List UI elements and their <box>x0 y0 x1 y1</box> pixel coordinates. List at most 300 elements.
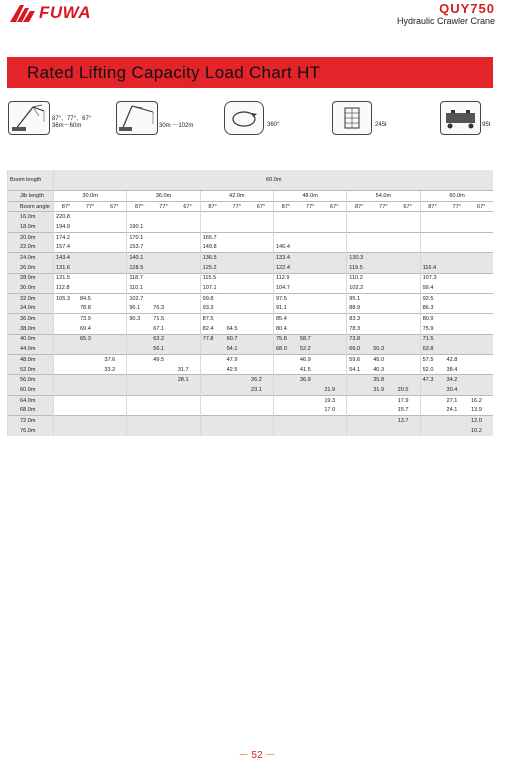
load-chart-table <box>7 170 493 436</box>
capacity-cell: 88.9 <box>347 304 371 314</box>
capacity-cell <box>396 334 420 344</box>
capacity-cell <box>469 263 494 273</box>
capacity-cell <box>127 365 151 375</box>
capacity-cell: 78.8 <box>79 305 91 312</box>
capacity-cell: 121.5 <box>54 273 78 283</box>
capacity-cell: 59.6 <box>347 355 371 365</box>
capacity-cell <box>420 242 444 252</box>
capacity-cell <box>249 304 273 314</box>
capacity-cell: 130.3 <box>347 253 371 263</box>
capacity-cell: 143.4 <box>54 253 78 263</box>
capacity-cell <box>225 395 249 405</box>
capacity-cell: 13.7 <box>396 416 420 426</box>
capacity-cell: 21.9 <box>322 385 346 395</box>
capacity-cell <box>78 375 102 385</box>
capacity-cell <box>273 355 297 365</box>
capacity-cell <box>225 304 249 314</box>
capacity-cell <box>78 273 102 283</box>
capacity-cell <box>371 324 395 334</box>
boom-angle-label: Boom angle <box>8 201 54 212</box>
capacity-cell <box>445 222 469 232</box>
capacity-cell: 41.5 <box>299 366 311 373</box>
capacity-cell <box>200 344 224 354</box>
capacity-cell <box>200 426 224 436</box>
capacity-cell <box>200 395 224 405</box>
capacity-cell <box>445 314 469 324</box>
capacity-cell <box>469 375 494 385</box>
capacity-cell <box>102 242 126 252</box>
capacity-cell: 131.6 <box>54 263 78 273</box>
capacity-cell: 52.0 <box>420 365 444 375</box>
capacity-cell <box>54 304 78 314</box>
capacity-cell: 31.7 <box>177 366 189 373</box>
capacity-cell <box>78 253 102 263</box>
capacity-cell <box>176 344 200 354</box>
capacity-cell <box>420 222 444 232</box>
capacity-cell <box>78 365 102 375</box>
capacity-cell <box>420 395 444 405</box>
capacity-cell <box>151 232 175 242</box>
table-row <box>8 212 494 222</box>
capacity-cell: 112.8 <box>54 283 78 293</box>
capacity-cell <box>322 242 346 252</box>
capacity-cell: 63.2 <box>151 334 175 344</box>
capacity-cell <box>396 324 420 334</box>
capacity-cell: 12.0 <box>469 416 494 426</box>
capacity-cell <box>151 273 175 283</box>
crane-jib-angle-icon <box>8 101 50 135</box>
capacity-cell <box>176 304 200 314</box>
capacity-cell <box>322 324 346 334</box>
capacity-cell <box>78 344 102 354</box>
capacity-cell <box>151 293 175 303</box>
capacity-cell <box>127 426 151 436</box>
capacity-cell <box>322 212 346 222</box>
capacity-cell <box>54 375 78 385</box>
capacity-cell: 146.4 <box>273 242 297 252</box>
capacity-cell <box>322 232 346 242</box>
radius-label: 52.0m <box>8 365 54 375</box>
capacity-cell: 95.1 <box>347 293 371 303</box>
boom-angle-header: 87° <box>420 201 444 212</box>
capacity-cell <box>396 232 420 242</box>
table-row <box>8 385 494 395</box>
capacity-cell <box>78 385 102 395</box>
jib-length-header: 54.0m <box>347 191 420 202</box>
table-row <box>8 334 494 344</box>
capacity-cell: 15.7 <box>397 407 409 414</box>
capacity-cell <box>225 273 249 283</box>
capacity-cell <box>225 314 249 324</box>
capacity-cell <box>176 334 200 344</box>
capacity-cell <box>102 405 126 415</box>
capacity-cell <box>445 242 469 252</box>
capacity-cell <box>151 426 175 436</box>
capacity-cell: 80.9 <box>420 314 444 324</box>
capacity-cell <box>151 242 175 252</box>
capacity-cell <box>445 253 469 263</box>
capacity-cell <box>176 283 200 293</box>
capacity-cell <box>273 365 297 375</box>
capacity-cell <box>78 355 102 365</box>
capacity-cell <box>298 416 322 426</box>
capacity-cell <box>420 232 444 242</box>
capacity-cell: 16.2 <box>469 395 494 405</box>
radius-label: 32.0m <box>8 293 54 303</box>
capacity-cell <box>78 416 102 426</box>
capacity-cell <box>200 212 224 222</box>
capacity-cell: 56.1 <box>151 344 175 354</box>
table-row <box>8 304 494 314</box>
capacity-cell <box>347 385 371 395</box>
capacity-cell <box>298 426 322 436</box>
capacity-cell: 31.9 <box>371 385 395 395</box>
capacity-cell <box>127 375 151 385</box>
capacity-cell <box>102 416 126 426</box>
capacity-cell <box>371 314 395 324</box>
boom-angle-header: 67° <box>396 201 420 212</box>
capacity-cell: 66.0 <box>347 344 371 354</box>
capacity-cell <box>322 416 346 426</box>
capacity-cell <box>225 263 249 273</box>
capacity-cell <box>102 253 126 263</box>
boom-length-label: Boom length <box>8 170 54 191</box>
capacity-cell <box>469 283 494 293</box>
capacity-cell <box>249 263 273 273</box>
capacity-cell <box>225 242 249 252</box>
table-row <box>8 324 494 334</box>
capacity-cell: 37.6 <box>102 355 126 365</box>
capacity-cell: 128.5 <box>127 263 151 273</box>
capacity-cell <box>225 385 249 395</box>
capacity-cell <box>176 426 200 436</box>
capacity-cell: 33.2 <box>104 366 116 373</box>
table-row <box>8 344 494 354</box>
capacity-cell <box>249 395 273 405</box>
capacity-cell: 104.7 <box>273 283 297 293</box>
capacity-cell: 118.7 <box>127 273 151 283</box>
capacity-cell <box>102 293 126 303</box>
capacity-cell: 102.7 <box>127 293 151 303</box>
radius-label: 24.0m <box>8 253 54 263</box>
capacity-cell <box>396 304 420 314</box>
capacity-cell <box>469 304 494 314</box>
capacity-cell <box>371 304 395 314</box>
capacity-cell <box>225 283 249 293</box>
capacity-cell <box>298 263 322 273</box>
boom-angle-header: 67° <box>249 201 273 212</box>
capacity-cell: 140.1 <box>127 253 151 263</box>
capacity-cell <box>298 405 322 415</box>
capacity-cell <box>78 242 102 252</box>
capacity-cell <box>200 405 224 415</box>
boom-angle-header: 87° <box>54 201 78 212</box>
capacity-cell <box>127 395 151 405</box>
capacity-cell: 13.9 <box>470 407 482 414</box>
capacity-cell <box>78 263 102 273</box>
capacity-cell: 54.1 <box>347 365 371 375</box>
capacity-cell: 91.1 <box>273 304 297 314</box>
capacity-cell <box>273 426 297 436</box>
capacity-cell <box>420 426 444 436</box>
capacity-cell <box>176 395 200 405</box>
capacity-cell <box>273 405 297 415</box>
capacity-cell: 77.8 <box>200 334 224 344</box>
jib-length-label: Jib length <box>8 191 54 202</box>
capacity-cell: 78.3 <box>347 324 371 334</box>
capacity-cell: 92.5 <box>420 293 444 303</box>
capacity-cell <box>249 212 273 222</box>
capacity-cell <box>54 334 78 344</box>
capacity-cell <box>322 355 346 365</box>
boom-angle-header: 87° <box>273 201 297 212</box>
capacity-cell: 83.3 <box>347 314 371 324</box>
capacity-cell <box>249 324 273 334</box>
capacity-cell <box>322 314 346 324</box>
crane-jib-length-icon <box>116 101 158 135</box>
capacity-cell <box>249 232 273 242</box>
capacity-cell: 80.4 <box>273 324 297 334</box>
capacity-cell <box>445 212 469 222</box>
capacity-cell <box>176 253 200 263</box>
capacity-cell <box>102 222 126 232</box>
capacity-cell: 46.9 <box>298 355 322 365</box>
table-row <box>8 405 494 415</box>
capacity-cell <box>151 395 175 405</box>
capacity-cell <box>322 304 346 314</box>
capacity-cell: 65.3 <box>78 334 102 344</box>
capacity-cell: 174.2 <box>54 232 78 242</box>
capacity-cell <box>347 222 371 232</box>
capacity-cell <box>445 416 469 426</box>
capacity-cell <box>371 283 395 293</box>
capacity-cell <box>371 242 395 252</box>
capacity-cell <box>322 334 346 344</box>
table-row <box>8 375 494 385</box>
capacity-cell <box>469 355 494 365</box>
capacity-cell <box>54 426 78 436</box>
capacity-cell <box>127 355 151 365</box>
capacity-cell <box>371 273 395 283</box>
capacity-cell <box>54 395 78 405</box>
capacity-cell <box>102 273 126 283</box>
boom-angle-header: 87° <box>127 201 151 212</box>
capacity-cell <box>371 334 395 344</box>
page-number: － 52 － <box>238 750 276 761</box>
capacity-cell: 71.5 <box>420 334 444 344</box>
boom-angle-header: 77° <box>78 201 102 212</box>
capacity-cell: 112.9 <box>273 273 297 283</box>
capacity-cell: 64.5 <box>226 325 238 332</box>
radius-label: 56.0m <box>8 375 54 385</box>
capacity-cell <box>127 405 151 415</box>
capacity-cell <box>151 416 175 426</box>
capacity-cell: 35.8 <box>371 375 395 385</box>
capacity-cell <box>420 385 444 395</box>
capacity-cell <box>322 253 346 263</box>
capacity-cell <box>469 242 494 252</box>
capacity-cell: 84.5 <box>78 293 102 303</box>
capacity-cell <box>298 212 322 222</box>
radius-label: 28.0m <box>8 273 54 283</box>
capacity-cell <box>102 395 126 405</box>
capacity-cell: 153.7 <box>127 242 151 252</box>
capacity-cell: 93.3 <box>200 304 224 314</box>
capacity-cell <box>396 355 420 365</box>
capacity-cell: 10.2 <box>469 426 494 436</box>
capacity-cell <box>78 222 102 232</box>
capacity-cell <box>445 232 469 242</box>
capacity-cell <box>127 385 151 395</box>
capacity-cell: 36.9 <box>298 375 322 385</box>
capacity-cell: 71.5 <box>151 314 175 324</box>
capacity-cell: 68.0 <box>273 344 297 354</box>
capacity-cell <box>396 222 420 232</box>
capacity-cell <box>54 355 78 365</box>
radius-label: 64.0m <box>8 395 54 405</box>
capacity-cell <box>445 344 469 354</box>
capacity-cell <box>298 385 322 395</box>
capacity-cell <box>396 293 420 303</box>
table-row <box>8 232 494 242</box>
capacity-cell: 50.3 <box>371 344 395 354</box>
boom-length-row <box>8 170 494 191</box>
car-body-weight-icon <box>440 101 481 135</box>
capacity-cell <box>176 242 200 252</box>
capacity-cell: 96.1 <box>127 304 151 314</box>
rotation-360-icon <box>224 101 264 135</box>
capacity-cell: 110.1 <box>127 283 151 293</box>
radius-label: 40.0m <box>8 334 54 344</box>
capacity-cell <box>54 344 78 354</box>
capacity-cell <box>347 405 371 415</box>
radius-label: 20.0m <box>8 232 54 242</box>
boom-angle-header: 87° <box>200 201 224 212</box>
capacity-cell <box>469 324 494 334</box>
capacity-cell <box>347 212 371 222</box>
jib-length-header: 48.0m <box>273 191 346 202</box>
capacity-cell <box>298 283 322 293</box>
capacity-cell <box>347 395 371 405</box>
capacity-cell <box>78 405 102 415</box>
table-row <box>8 314 494 324</box>
capacity-cell: 28.1 <box>176 375 200 385</box>
capacity-cell <box>396 253 420 263</box>
capacity-cell <box>249 314 273 324</box>
capacity-cell <box>102 232 126 242</box>
capacity-cell <box>249 253 273 263</box>
capacity-cell <box>176 222 200 232</box>
capacity-cell <box>225 293 249 303</box>
capacity-cell: 115.5 <box>200 273 224 283</box>
capacity-cell <box>176 212 200 222</box>
capacity-cell <box>396 314 420 324</box>
table-row <box>8 253 494 263</box>
capacity-cell <box>78 426 102 436</box>
capacity-cell <box>102 314 126 324</box>
capacity-cell <box>176 232 200 242</box>
capacity-cell <box>469 222 494 232</box>
capacity-cell <box>176 314 200 324</box>
capacity-cell <box>298 222 322 232</box>
capacity-cell <box>127 212 151 222</box>
capacity-cell: 60.7 <box>225 334 249 344</box>
capacity-cell <box>176 355 200 365</box>
capacity-cell: 194.9 <box>54 222 78 232</box>
capacity-cell <box>273 375 297 385</box>
capacity-cell <box>151 283 175 293</box>
capacity-cell <box>249 344 273 354</box>
capacity-cell <box>396 344 420 354</box>
capacity-cell: 102.2 <box>347 283 371 293</box>
capacity-cell <box>322 426 346 436</box>
capacity-cell: 19.3 <box>322 395 346 405</box>
capacity-cell <box>371 416 395 426</box>
capacity-cell: 220.8 <box>54 212 78 222</box>
config-icons <box>0 101 514 135</box>
boom-angle-header: 87° <box>347 201 371 212</box>
table-row <box>8 293 494 303</box>
jib-length-row <box>8 191 494 202</box>
capacity-cell: 17.0 <box>324 407 336 414</box>
capacity-cell: 105.3 <box>54 293 78 303</box>
capacity-cell <box>176 385 200 395</box>
capacity-cell: 45.0 <box>371 355 395 365</box>
capacity-cell: 116.4 <box>420 263 444 273</box>
capacity-cell <box>469 232 494 242</box>
capacity-cell <box>298 232 322 242</box>
radius-label: 72.0m <box>8 416 54 426</box>
capacity-cell <box>127 416 151 426</box>
capacity-cell: 73.9 <box>78 314 102 324</box>
capacity-cell <box>127 344 151 354</box>
capacity-cell <box>249 222 273 232</box>
radius-label: 34.0m <box>8 304 54 314</box>
capacity-cell <box>322 222 346 232</box>
capacity-cell <box>445 293 469 303</box>
capacity-cell <box>54 416 78 426</box>
capacity-cell <box>396 242 420 252</box>
capacity-cell <box>469 253 494 263</box>
capacity-cell <box>371 212 395 222</box>
capacity-cell <box>54 324 78 334</box>
capacity-cell: 122.4 <box>273 263 297 273</box>
capacity-cell: 38.4 <box>446 366 458 373</box>
capacity-cell <box>176 263 200 273</box>
capacity-cell <box>298 324 322 334</box>
capacity-cell <box>102 334 126 344</box>
capacity-cell: 165.7 <box>200 232 224 242</box>
capacity-cell <box>322 293 346 303</box>
capacity-cell <box>225 232 249 242</box>
capacity-cell <box>298 253 322 263</box>
table-row <box>8 365 494 375</box>
capacity-cell <box>127 324 151 334</box>
capacity-cell <box>322 375 346 385</box>
capacity-cell <box>298 395 322 405</box>
capacity-cell: 42.8 <box>445 355 469 365</box>
capacity-cell: 97.5 <box>273 293 297 303</box>
capacity-cell: 107.1 <box>200 283 224 293</box>
radius-label: 44.0m <box>8 344 54 354</box>
capacity-cell <box>469 212 494 222</box>
capacity-cell <box>371 232 395 242</box>
table-row <box>8 395 494 405</box>
capacity-cell: 30.4 <box>445 385 469 395</box>
capacity-cell <box>445 283 469 293</box>
capacity-cell: 63.8 <box>420 344 444 354</box>
jib-length-header: 36.0m <box>127 191 200 202</box>
